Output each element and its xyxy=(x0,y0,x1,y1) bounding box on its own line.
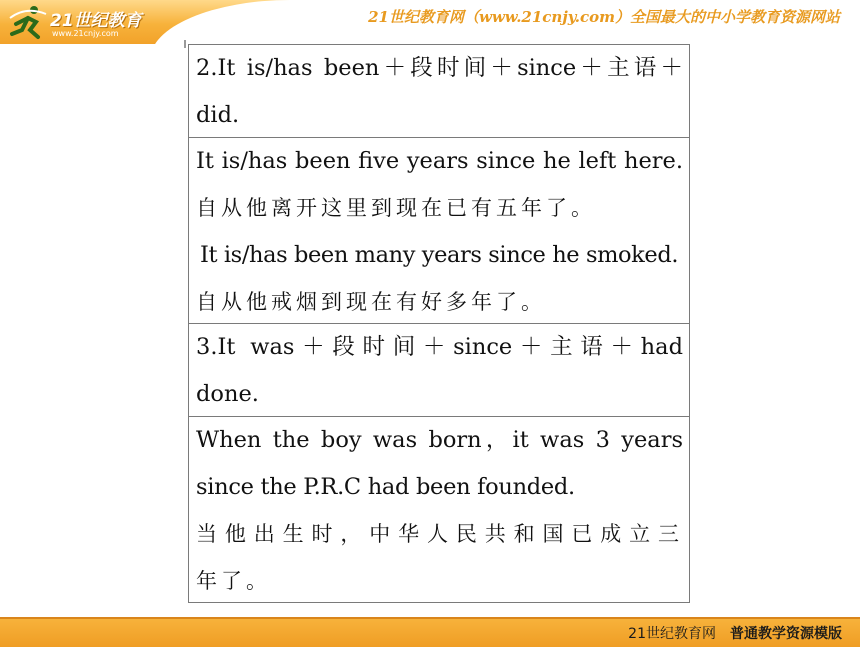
example-en-1: It is/has been five years since he left here. xyxy=(196,148,683,174)
rule-2-title-line-2: did. xyxy=(196,102,240,128)
example-zh-4: 年了。 xyxy=(196,569,271,593)
logo-url: www.21cnjy.com xyxy=(52,29,119,38)
divider xyxy=(184,40,186,48)
rule-3-examples xyxy=(189,417,689,603)
rule-3-title xyxy=(189,324,689,417)
rule-3-title-line-1: 3.It was＋段时间＋since＋主语＋had xyxy=(196,334,683,360)
example-en-4: since the P.R.C had been founded. xyxy=(196,474,575,500)
running-figure-icon xyxy=(8,4,48,40)
footer-slogan: 普通教学资源模版 xyxy=(730,626,842,642)
footer-band xyxy=(0,617,860,647)
content-table xyxy=(188,44,690,603)
site-logo[interactable] xyxy=(6,2,156,42)
footer-text xyxy=(628,623,842,643)
rule-2-title xyxy=(189,45,689,138)
logo-text: 21世纪教育 xyxy=(50,11,142,31)
example-en-3: When the boy was born，it was 3 years xyxy=(196,427,683,453)
rule-2-examples xyxy=(189,138,689,324)
example-en-2: It is/has been many years since he smoked. xyxy=(200,242,679,268)
example-zh-3: 当他出生时，中华人民共和国已成立三 xyxy=(196,522,683,546)
footer-site-name: 21世纪教育网 xyxy=(628,626,716,642)
example-zh-2: 自从他戒烟到现在有好多年了。 xyxy=(196,290,546,314)
rule-3-title-line-2: done. xyxy=(196,381,259,407)
header-band xyxy=(0,0,860,44)
example-zh-1: 自从他离开这里到现在已有五年了。 xyxy=(196,196,596,220)
rule-2-title-line-1: 2.It is/has been＋段时间＋since＋主语＋ xyxy=(196,55,683,81)
site-title: 21世纪教育网（www.21cnjy.com）全国最大的中小学教育资源网站 xyxy=(368,8,840,26)
